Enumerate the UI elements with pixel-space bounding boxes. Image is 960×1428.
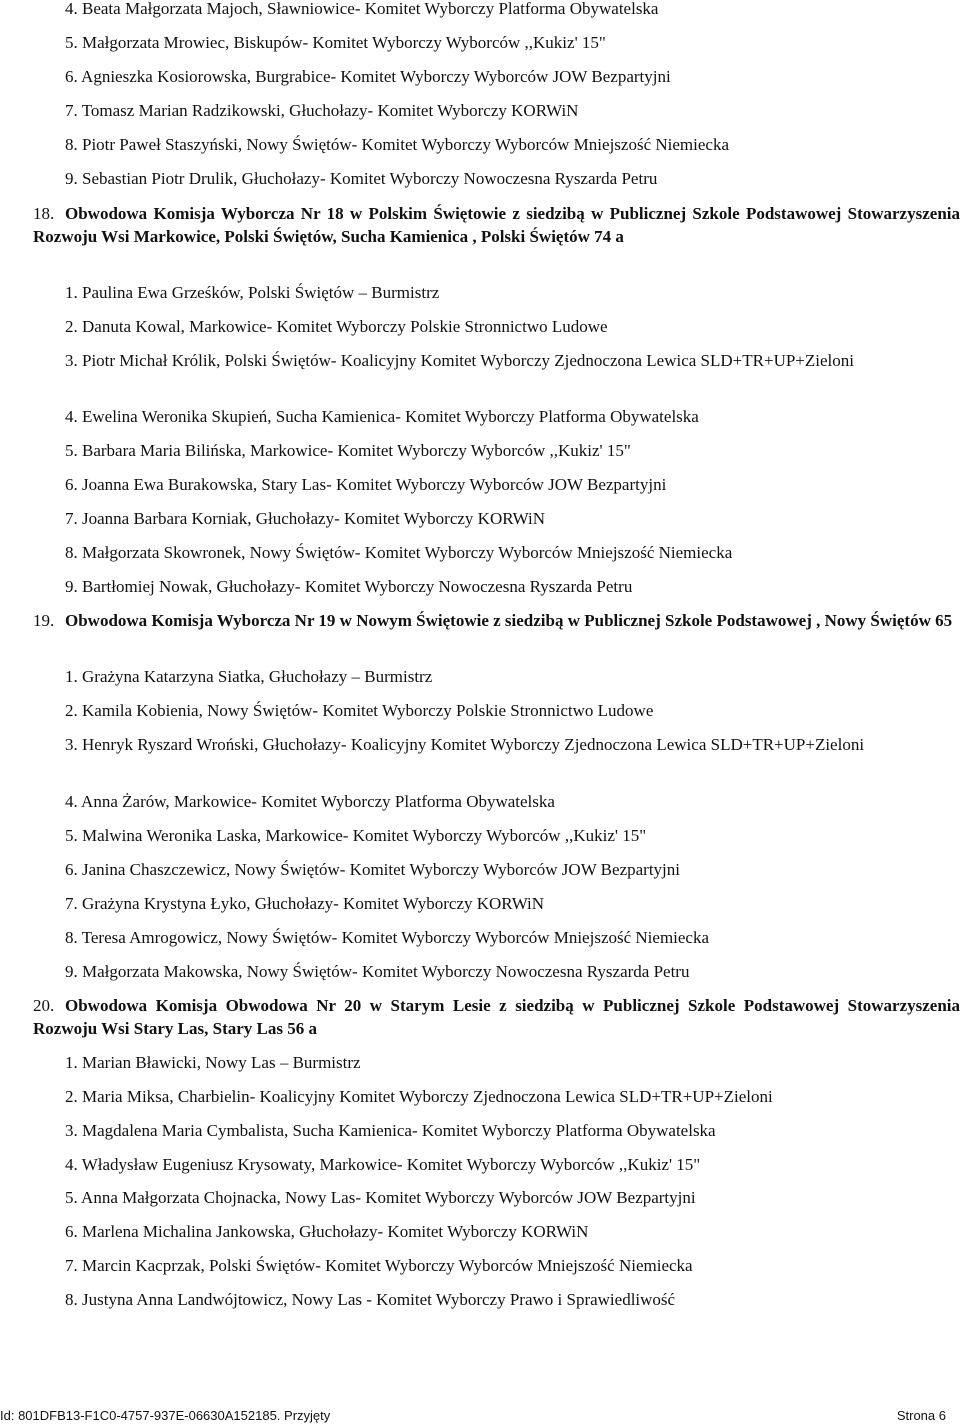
list-item: 6. Agnieszka Kosiorowska, Burgrabice- Komitet Wyborczy Wyborców JOW Bezpartyjni: [65, 67, 671, 86]
list-item: 9. Sebastian Piotr Drulik, Głuchołazy- Komitet Wyborczy Nowoczesna Ryszarda Petru: [65, 169, 658, 188]
list-item: 5. Barbara Maria Bilińska, Markowice- Komitet Wyborczy Wyborców ,,Kukiz' 15": [65, 441, 631, 460]
commission-heading-19: [33, 609, 960, 632]
list-item: 7. Joanna Barbara Korniak, Głuchołazy- Komitet Wyborczy KORWiN: [65, 509, 545, 528]
list-item: 4. Władysław Eugeniusz Krysowaty, Markowice- Komitet Wyborczy Wyborców ,,Kukiz' 15": [65, 1155, 701, 1174]
list-item: 7. Marcin Kacprzak, Polski Świętów- Komitet Wyborczy Wyborców Mniejszość Niemiecka: [65, 1256, 693, 1275]
list-item: 2. Maria Miksa, Charbielin- Koalicyjny Komitet Wyborczy Zjednoczona Lewica SLD+TR+UP+Zieloni: [65, 1087, 773, 1106]
commission-title: Obwodowa Komisja Wyborcza Nr 18 w Polskim Świętowie z siedzibą w Publicznej Szkole Podstawowej Stowarzyszenia Rozwoju Wsi Markowice, Polski Świętów, Sucha Kamienica , Polski Świętów 74 a: [33, 204, 960, 246]
list-item: 8. Teresa Amrogowicz, Nowy Świętów- Komitet Wyborczy Wyborców Mniejszość Niemiecka: [65, 928, 710, 947]
page-number-footer: Strona 6: [896, 1408, 946, 1423]
commission-number: 18.: [33, 204, 55, 223]
list-item: 2. Kamila Kobienia, Nowy Świętów- Komitet Wyborczy Polskie Stronnictwo Ludowe: [65, 701, 654, 720]
list-item: 1. Marian Bławicki, Nowy Las – Burmistrz: [65, 1053, 361, 1072]
list-item: 4. Anna Żarów, Markowice- Komitet Wyborczy Platforma Obywatelska: [65, 792, 555, 811]
list-item-wrapped: [33, 349, 960, 372]
list-item: 8. Piotr Paweł Staszyński, Nowy Świętów- Komitet Wyborczy Wyborców Mniejszość Niemiecka: [65, 135, 729, 154]
list-item: 6. Joanna Ewa Burakowska, Stary Las- Komitet Wyborczy Wyborców JOW Bezpartyjni: [65, 475, 667, 494]
commission-title: Obwodowa Komisja Obwodowa Nr 20 w Starym Lesie z siedzibą w Publicznej Szkole Podstawowej Stowarzyszenia Rozwoju Wsi Stary Las, Stary Las 56 a: [33, 996, 960, 1038]
list-item: 4. Ewelina Weronika Skupień, Sucha Kamienica- Komitet Wyborczy Platforma Obywatelska: [65, 407, 699, 426]
list-item-wrapped: [33, 733, 960, 756]
commission-heading-20: [33, 994, 960, 1040]
list-item-text: 3. Piotr Michał Królik, Polski Świętów- Koalicyjny Komitet Wyborczy Zjednoczona Lewica SLD+TR+UP+Zieloni: [65, 351, 854, 370]
list-item: 1. Grażyna Katarzyna Siatka, Głuchołazy – Burmistrz: [65, 667, 433, 686]
commission-number: 20.: [33, 996, 55, 1015]
list-item: 7. Tomasz Marian Radzikowski, Głuchołazy- Komitet Wyborczy KORWiN: [65, 101, 579, 120]
list-item: 9. Bartłomiej Nowak, Głuchołazy- Komitet Wyborczy Nowoczesna Ryszarda Petru: [65, 577, 633, 596]
commission-number: 19.: [33, 611, 55, 630]
document-id-footer: Id: 801DFB13-F1C0-4757-937E-06630A152185. Przyjęty: [0, 1408, 331, 1423]
list-item: 8. Małgorzata Skowronek, Nowy Świętów- Komitet Wyborczy Wyborców Mniejszość Niemiecka: [65, 543, 733, 562]
list-item: 4. Beata Małgorzata Majoch, Sławniowice- Komitet Wyborczy Platforma Obywatelska: [65, 0, 659, 18]
list-item: 9. Małgorzata Makowska, Nowy Świętów- Komitet Wyborczy Nowoczesna Ryszarda Petru: [65, 962, 690, 981]
list-item: 3. Magdalena Maria Cymbalista, Sucha Kamienica- Komitet Wyborczy Platforma Obywatelska: [65, 1121, 716, 1140]
list-item: 6. Marlena Michalina Jankowska, Głuchołazy- Komitet Wyborczy KORWiN: [65, 1222, 589, 1241]
list-item: 5. Anna Małgorzata Chojnacka, Nowy Las- Komitet Wyborczy Wyborców JOW Bezpartyjni: [65, 1188, 696, 1207]
list-item: 2. Danuta Kowal, Markowice- Komitet Wyborczy Polskie Stronnictwo Ludowe: [65, 317, 608, 336]
list-item: 7. Grażyna Krystyna Łyko, Głuchołazy- Komitet Wyborczy KORWiN: [65, 894, 545, 913]
list-item: 5. Małgorzata Mrowiec, Biskupów- Komitet Wyborczy Wyborców ,,Kukiz' 15": [65, 33, 606, 52]
list-item: 6. Janina Chaszczewicz, Nowy Świętów- Komitet Wyborczy Wyborców JOW Bezpartyjni: [65, 860, 680, 879]
list-item: 8. Justyna Anna Landwójtowicz, Nowy Las - Komitet Wyborczy Prawo i Sprawiedliwość: [65, 1290, 676, 1309]
commission-heading-18: [33, 202, 960, 248]
list-item-text: 3. Henryk Ryszard Wroński, Głuchołazy- Koalicyjny Komitet Wyborczy Zjednoczona Lewica SLD+TR+UP+Zieloni: [65, 735, 865, 754]
list-item: 1. Paulina Ewa Grześków, Polski Świętów – Burmistrz: [65, 283, 440, 302]
list-item: 5. Malwina Weronika Laska, Markowice- Komitet Wyborczy Wyborców ,,Kukiz' 15": [65, 826, 647, 845]
commission-title: Obwodowa Komisja Wyborcza Nr 19 w Nowym Świętowie z siedzibą w Publicznej Szkole Podstawowej , Nowy Świętów 65: [65, 611, 953, 630]
